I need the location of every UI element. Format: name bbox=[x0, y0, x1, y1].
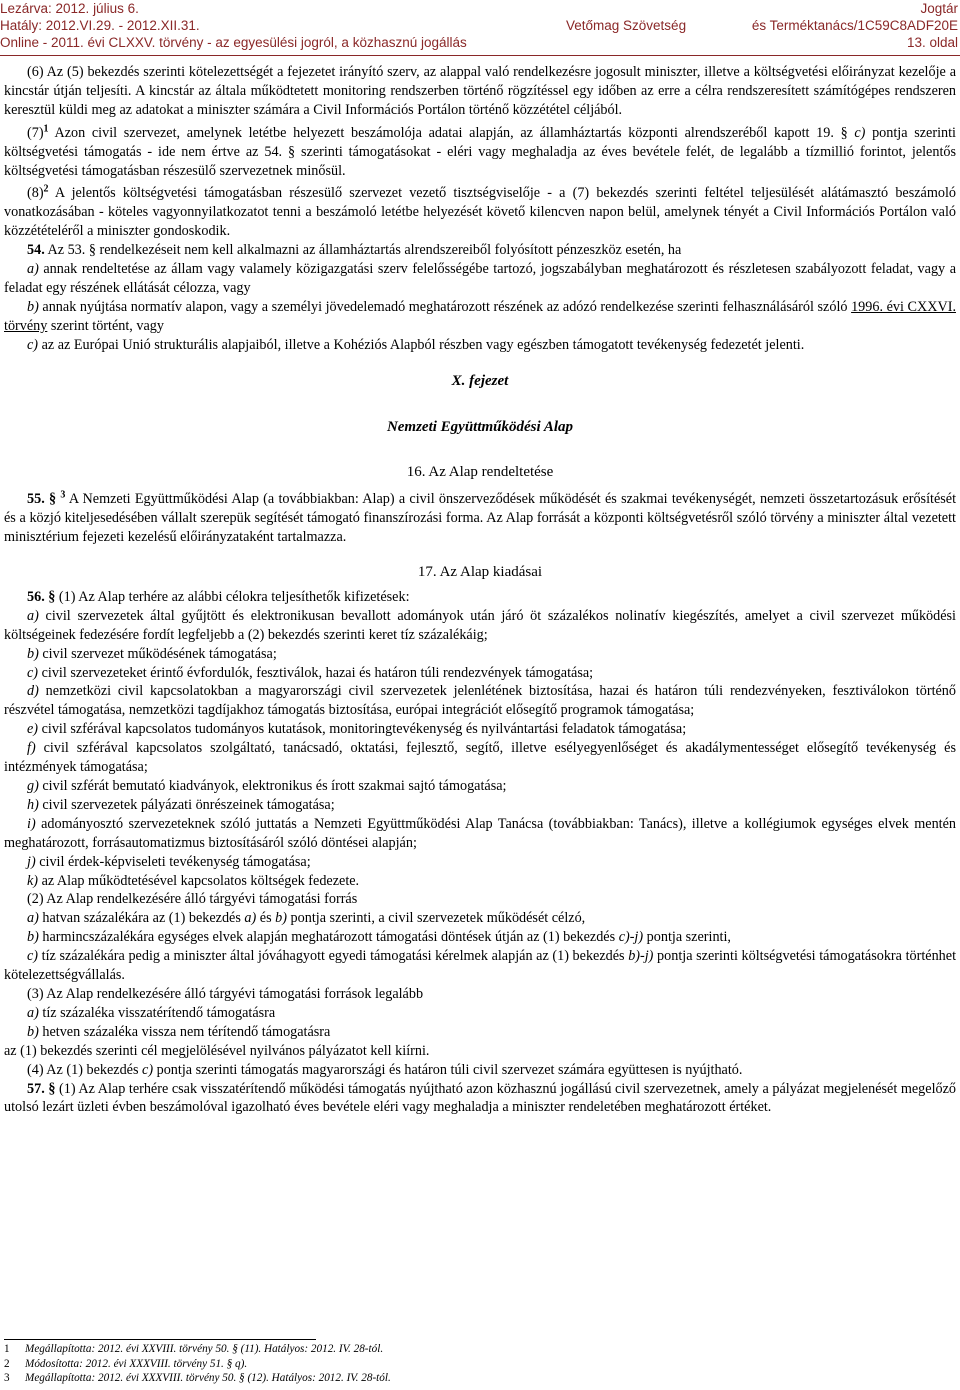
header-organization: Vetőmag Szövetség bbox=[566, 18, 687, 33]
paragraph-56-3: (3) Az Alap rendelkezésére álló tárgyévi támogatási források legalább bbox=[27, 985, 424, 1002]
footnote-ref-2[interactable]: 2 bbox=[43, 183, 49, 195]
point-56-k bbox=[4, 872, 956, 891]
paragraph-text: A Nemzeti Együttműködési Alap (a továbbiakban: Alap) a civil önszerveződések működését és szakmai tevékenységét, nemzeti összetartozásuk erősítését és a közjó kiteljesedésében vállalt szerepük segítését támogató finanszírozási forma. Az Alap forrását a központi költségvetésről szóló törvény a miniszter által vezetett minisztérium fejezeti kezelésű előirányzataként tartalmazza. bbox=[4, 491, 957, 546]
point-letter: c) bbox=[847, 124, 866, 141]
point-letter: b)-j) bbox=[628, 948, 654, 965]
paragraph-text: Az 53. bbox=[44, 242, 89, 259]
footnote-number: 3 bbox=[4, 1372, 10, 1385]
paragraph-text: az Alap működtetésével kapcsolatos költségek fedezete. bbox=[38, 872, 360, 889]
point-56-c bbox=[4, 664, 956, 683]
section-number: 57. bbox=[27, 1080, 45, 1097]
paragraph-text: tíz százaléka visszatérítendő támogatásra bbox=[38, 1004, 276, 1021]
section-number: 56. bbox=[27, 588, 45, 605]
paragraph-53-6 bbox=[4, 63, 956, 120]
point-letter: h) bbox=[27, 796, 39, 813]
footnote-ref-3[interactable]: 3 bbox=[60, 489, 66, 501]
paragraph-text: harmincszázalékára egységes elvek alapján meghatározott támogatási döntések útján az (1) bekezdés bbox=[38, 929, 619, 946]
paragraph-text: tíz százalékára pedig a miniszter által jóváhagyott egyedi támogatási kérelmek alapján az (1) bekezdés bbox=[38, 948, 629, 965]
subheading-16: 16. Az Alap rendeltetése bbox=[406, 464, 554, 481]
header-brand: Jogtár bbox=[920, 1, 958, 16]
section-sign: § bbox=[48, 1080, 56, 1097]
paragraph-text: civil szférával kapcsolatos szolgáltató, tanácsadó, oktatási, fejlesztő, segítő, illetve esélyegyenlőséget és akadálymentességet elősegítő tevékenység és intézmények támogatása; bbox=[4, 740, 956, 776]
footnote-1 bbox=[4, 1342, 904, 1357]
point-letter: c) bbox=[27, 948, 39, 965]
paragraph-text: (4) Az (1) bekezdés bbox=[27, 1061, 143, 1078]
footnote-divider bbox=[4, 1339, 316, 1340]
point-letter: b) bbox=[27, 1023, 39, 1040]
point-letter: c) bbox=[27, 664, 39, 681]
header-law-title: Online - 2011. évi CLXXV. törvény - az egyesülési jogról, a közhasznú jogállás bbox=[0, 35, 467, 50]
chapter-title: Nemzeti Együttműködési Alap bbox=[386, 418, 574, 435]
paragraph-text: civil szervezetek által gyűjtött és elektronikusan bevallott adományok után járó öt százalékos nolinatív kiegészítés, amelyet a civil szervezet működési költségeinek fedezésére fordít legfeljebb a (2) bekezdés szerinti keret tíz százalékáig; bbox=[4, 607, 956, 643]
point-56-2-a bbox=[4, 909, 956, 928]
paragraph-text: civil érdek-képviseleti tevékenység támogatása; bbox=[35, 853, 311, 870]
paragraph-53-8 bbox=[4, 184, 956, 241]
paragraph-text: és bbox=[256, 910, 276, 927]
footnote-text: Megállapította: 2012. évi XXVIII. törvény 50. § (11). Hatályos: 2012. IV. 28-tól. bbox=[25, 1343, 384, 1355]
point-letter: a) bbox=[27, 607, 39, 624]
paragraph-text: civil szervezeteket érintő évfordulók, fesztiválok, hazai és határon túli rendezvények támogatása; bbox=[38, 664, 594, 681]
footnote-number: 2 bbox=[4, 1357, 10, 1370]
paragraph-text: pontja szerinti, a civil szervezetek működését célzó, bbox=[287, 910, 586, 927]
point-letter: c)-j) bbox=[618, 929, 644, 946]
header-effective-period: Hatály: 2012.VI.29. - 2012.XII.31. bbox=[0, 18, 200, 33]
point-letter: c) bbox=[27, 336, 39, 353]
point-56-3-a bbox=[4, 1004, 956, 1023]
point-letter: d) bbox=[27, 683, 39, 700]
subheading-17: 17. Az Alap kiadásai bbox=[417, 564, 543, 581]
paragraph-text: Azon civil szervezet, amelynek letétbe helyezett beszámolója adatai alapján, az államháztartás központi alrendszeréből kapott 19. bbox=[48, 124, 841, 141]
section-sign: § bbox=[288, 143, 296, 160]
paragraph-text: rendelkezéseit nem kell alkalmazni az államháztartás alrendszereiből folyósított pénzeszköz esetén, ha bbox=[95, 242, 682, 259]
document-body bbox=[4, 59, 956, 1117]
point-56-a bbox=[4, 607, 956, 645]
law-reference-link[interactable]: 1996. évi CXXVI. törvény bbox=[4, 298, 956, 334]
paragraph-56-3-closing: az (1) bekezdés szerinti cél megjelölésével nyilvános pályázatot kell kiírni. bbox=[4, 1042, 430, 1059]
paragraph-56-4 bbox=[4, 1061, 956, 1080]
point-56-j bbox=[4, 853, 956, 872]
point-letter: g) bbox=[27, 778, 39, 794]
paragraph-text: az az Európai Unió strukturális alapjaiból, illetve a Kohéziós Alapból részben vagy egészben támogatott tevékenység fedezetét jelenti. bbox=[38, 336, 805, 353]
point-letter: b) bbox=[27, 298, 39, 315]
point-56-h bbox=[4, 796, 956, 815]
paragraph-53-7 bbox=[4, 124, 956, 181]
point-letter: e) bbox=[27, 721, 39, 738]
page-header bbox=[0, 0, 960, 56]
paragraph-text: szerinti támogatásokat - eléri vagy meghaladja az éves bevétele felét, de legalább a tízmillió forintot, jelentős költségvetési támogatásban részesülő szervezetnek minősül. bbox=[4, 143, 957, 179]
paragraph-text: civil szférával kapcsolatos tudományos kutatások, monitoringtevékenység és nyilvántartási feladatok támogatása; bbox=[38, 721, 687, 738]
paragraph-lead: (8) bbox=[27, 185, 44, 202]
point-letter: a) bbox=[244, 910, 257, 927]
point-54-c bbox=[4, 336, 956, 355]
header-page-number: 13. oldal bbox=[906, 35, 958, 50]
section-57 bbox=[4, 1080, 956, 1118]
paragraph-text: civil szervezet működésének támogatása; bbox=[38, 645, 277, 662]
paragraph-text: (1) Az Alap terhére az alábbi célokra teljesíthetők kifizetések: bbox=[55, 588, 410, 605]
footnote-number: 1 bbox=[4, 1343, 10, 1355]
paragraph-text: pontja szerinti, bbox=[643, 929, 731, 946]
section-number: 55. bbox=[27, 491, 45, 508]
paragraph-text: A jelentős költségvetési támogatásban részesülő szervezet vezető tisztségviselője - a (7) bekezdés szerinti feltétel teljesülését alátámasztó beszámoló vonatkozásában - köteles vagyonnyilatkozatot tenni a beszámoló letétbe helyezését követő kilencven napon belül, amelynek tényét a Civil Információs Portálon való közzétételéről a miniszter gondoskodik. bbox=[4, 185, 956, 240]
point-letter: a) bbox=[27, 1004, 39, 1021]
point-letter: k) bbox=[27, 872, 39, 889]
point-56-g bbox=[4, 777, 956, 796]
header-closed-date: Lezárva: 2012. július 6. bbox=[0, 1, 139, 16]
header-document-id: és Terméktanács/1C59C8ADF20E bbox=[751, 18, 958, 33]
point-letter: b) bbox=[27, 645, 39, 662]
paragraph-lead: (7) bbox=[27, 124, 44, 141]
point-56-2-c bbox=[4, 947, 956, 985]
section-sign: § bbox=[49, 491, 57, 508]
footnote-ref-1[interactable]: 1 bbox=[43, 122, 49, 134]
point-56-3-b bbox=[4, 1023, 956, 1042]
chapter-heading: X. fejezet bbox=[451, 372, 509, 389]
point-letter: a) bbox=[27, 261, 39, 278]
footnote-2 bbox=[4, 1357, 904, 1372]
paragraph-text: annak nyújtása normatív alapon, vagy a személyi jövedelemadó meghatározott részének az adózó rendelkezése szerinti felhasználásáról szóló bbox=[38, 298, 852, 315]
section-55 bbox=[4, 490, 956, 547]
paragraph-text: annak rendeltetése az állam vagy valamely közigazgatási szerv felelősségébe tartozó, jogszabályban meghatározott és részletesen szabályozott feladat, vagy a feladat egy részének ellátását célozza, vagy bbox=[4, 261, 956, 296]
point-54-a bbox=[4, 260, 956, 298]
point-letter: i) bbox=[27, 815, 36, 832]
paragraph-text: civil szférát bemutató kiadványok, elektronikus és írott szakmai sajtó támogatása; bbox=[38, 778, 507, 794]
header-divider bbox=[0, 55, 960, 56]
paragraph-56-2: (2) Az Alap rendelkezésére álló tárgyévi támogatási forrás bbox=[27, 891, 358, 908]
section-number: 54. bbox=[27, 242, 45, 259]
footnotes bbox=[4, 1342, 904, 1386]
paragraph-text: hetven százaléka vissza nem térítendő támogatásra bbox=[38, 1023, 331, 1040]
section-sign: § bbox=[88, 242, 96, 259]
paragraph-text: civil szervezetek pályázati önrészeinek támogatása; bbox=[38, 796, 335, 813]
point-letter: j) bbox=[27, 853, 36, 870]
point-letter: b) bbox=[275, 910, 287, 927]
section-sign: § bbox=[48, 588, 56, 605]
paragraph-text: nemzetközi civil kapcsolatokban a magyarországi civil szervezetek jelenlétének biztosítása, hazai és határon túli rendezvényeken, fesztiválokon történő részvétel támogatása, nemzetközi tagdíjakhoz támogatás biztosítása, európai integrációt elősegítő programok támogatása; bbox=[4, 683, 956, 719]
point-56-2-b bbox=[4, 928, 956, 947]
point-56-b bbox=[4, 645, 956, 664]
point-56-e bbox=[4, 720, 956, 739]
point-letter: c) bbox=[142, 1061, 154, 1078]
footnote-text: Megállapította: 2012. évi XXXVIII. törvény 50. § (12). Hatályos: 2012. IV. 28-tól. bbox=[25, 1372, 391, 1385]
point-letter: b) bbox=[27, 929, 39, 946]
point-letter: a) bbox=[27, 910, 39, 927]
footnote-text: Módosította: 2012. évi XXXVIII. törvény 51. § q). bbox=[25, 1357, 248, 1370]
footnote-3 bbox=[4, 1371, 904, 1386]
point-56-d bbox=[4, 682, 956, 720]
paragraph-text: adományosztó szervezeteknek szóló juttatás a Nemzeti Együttműködési Alap Tanácsa (továbbiakban: Tanács), illetve a kollégiumok egységes elvek mentén meghatározott, forrásautomatizmus biztosításáról szóló döntései alapján; bbox=[4, 815, 956, 851]
point-56-i bbox=[4, 815, 956, 853]
paragraph-text: pontja szerinti költségvetési támogatás - ide nem értve az 54. bbox=[4, 124, 956, 160]
section-54 bbox=[4, 241, 956, 260]
paragraph-text: (1) Az Alap terhére csak visszatérítendő működési támogatás nyújtható azon közhasznú jogállású civil szervezetnek, amely a pályázat megjelenését megelőző utolsó lezárt üzleti évben beszámolóval igazolható éves bevétele eléri vagy meghaladja a miniszter rendeletében meghatározott értéket. bbox=[4, 1080, 956, 1116]
section-56 bbox=[4, 588, 956, 607]
point-56-f bbox=[4, 739, 956, 777]
section-sign: § bbox=[840, 124, 848, 141]
point-letter: f) bbox=[27, 740, 36, 757]
paragraph-text: hatvan százalékára az (1) bekezdés bbox=[38, 910, 245, 927]
paragraph-text: (6) Az (5) bekezdés szerinti kötelezettségét a fejezetet irányító szerv, az alappal való rendelkezésre jogosult miniszter, illetve a költségvetési előirányzat kezelője a kincstár útján teljesíti. A kincstár az általa működtetett monitoring rendszerben történő rögzítéssel egy időben az erre a célra rendszeresített számítógépes rendszeren keresztül küldi meg az adatokat a miniszter számára a Civil Információs Portálon történő közzététel céljából. bbox=[4, 64, 956, 118]
point-54-b bbox=[4, 298, 956, 336]
paragraph-text: szerint történt, vagy bbox=[47, 317, 164, 334]
paragraph-text: pontja szerinti költségvetési támogatásokra történhet kötelezettségvállalás. bbox=[4, 948, 957, 984]
paragraph-text: pontja szerinti támogatás magyarországi és határon túli civil szervezet számára együttesen is nyújtható. bbox=[153, 1061, 743, 1078]
